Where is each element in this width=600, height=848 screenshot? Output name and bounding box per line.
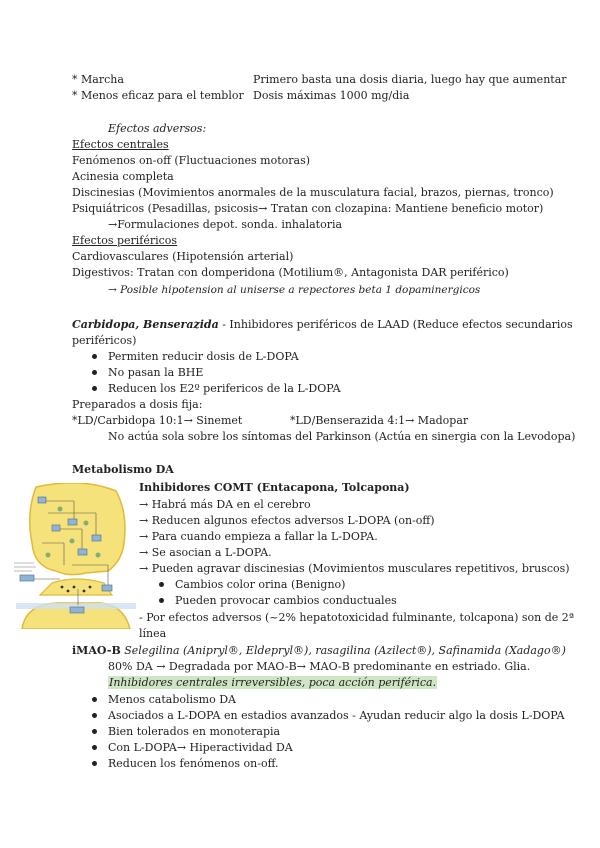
imao-highlight: Inhibidores centrales irreversibles, poca acción periférica. bbox=[109, 676, 437, 689]
imao-bullet: Con L-DOPA→ Hiperactividad DA bbox=[108, 741, 293, 754]
carbidopa-bullet: Permiten reducir dosis de L-DOPA bbox=[108, 350, 299, 363]
bullet-dot bbox=[92, 697, 97, 702]
peripheral-heading: Efectos periféricos bbox=[72, 234, 178, 247]
bullet-dot bbox=[92, 713, 97, 718]
comt-sub-item: Cambios color orina (Benigno) bbox=[175, 578, 346, 591]
fixed-dose-sinemet: *LD/Carbidopa 10:1→ Sinemet bbox=[72, 414, 243, 427]
imao-highlight-line bbox=[108, 675, 437, 690]
bullet-dot bbox=[92, 745, 97, 750]
carbidopa-desc-cont: periféricos) bbox=[72, 334, 137, 347]
imao-bullet: Bien tolerados en monoterapia bbox=[108, 725, 281, 738]
hypotension-note: → Posible hipotension al uniserse a repectores beta 1 dopaminergicos bbox=[108, 284, 481, 296]
bullet-dot bbox=[92, 386, 97, 391]
central-item: Psiquiátricos (Pesadillas, psicosis→ Tratan con clozapina: Mantiene beneficio motor) bbox=[72, 202, 544, 215]
comt-note-cont: línea bbox=[139, 627, 167, 640]
max-dose-note: Dosis máximas 1000 mg/dia bbox=[253, 89, 410, 102]
bullet-dot bbox=[92, 370, 97, 375]
carbidopa-bullet: No pasan la BHE bbox=[108, 366, 204, 379]
adverse-title: Efectos adversos: bbox=[108, 122, 207, 135]
comt-item: → Se asocian a L-DOPA. bbox=[139, 546, 272, 559]
march-note: Primero basta una dosis diaria, luego hay que aumentar bbox=[253, 73, 567, 86]
imao-bullet: Reducen los fenómenos on-off. bbox=[108, 757, 279, 770]
carbidopa-desc: - Inhibidores periféricos de LAAD (Reduce efectos secundarios bbox=[218, 318, 573, 331]
central-item: Fenómenos on-off (Fluctuaciones motoras) bbox=[72, 154, 311, 167]
bullet-dot bbox=[92, 354, 97, 359]
carbidopa-bullet: Reducen los E2º perifericos de la L-DOPA bbox=[108, 382, 341, 395]
march-label: * Marcha bbox=[72, 73, 124, 86]
tremor-label: * Menos eficaz para el temblor bbox=[72, 89, 244, 102]
central-item: Acinesia completa bbox=[72, 170, 174, 183]
dopamine-synapse-diagram bbox=[12, 483, 140, 629]
fixed-dose-title: Preparados a dosis fija: bbox=[72, 398, 203, 411]
carbidopa-line1 bbox=[72, 317, 573, 332]
bullet-dot bbox=[159, 598, 164, 603]
comt-sub-item: Pueden provocar cambios conductuales bbox=[175, 594, 397, 607]
imao-line bbox=[72, 643, 566, 658]
central-item: →Formulaciones depot. sonda. inhalatoria bbox=[108, 218, 343, 231]
bullet-dot bbox=[92, 761, 97, 766]
comt-item: → Reducen algunos efectos adversos L-DOPA (on-off) bbox=[139, 514, 435, 527]
comt-note: - Por efectos adversos (~2% hepatotoxicidad fulminante, tolcapona) son de 2ª bbox=[139, 611, 575, 624]
imao-bullet: Asociados a L-DOPA en estadios avanzados - Ayudan reducir algo la dosis L-DOPA bbox=[108, 709, 565, 722]
peripheral-item: Digestivos: Tratan con domperidona (Motilium®, Antagonista DAR periférico) bbox=[72, 266, 509, 279]
comt-item: → Pueden agravar discinesias (Movimientos musculares repetitivos, bruscos) bbox=[139, 562, 570, 575]
bullet-dot bbox=[159, 582, 164, 587]
imao-drugs: Selegilina (Anipryl®, Eldepryl®), rasagilina (Azilect®), Safinamida (Xadago®) bbox=[124, 644, 566, 657]
carbidopa-title: Carbidopa, Benserazida bbox=[72, 318, 219, 331]
comt-item: → Habrá más DA en el cerebro bbox=[139, 498, 311, 511]
fixed-dose-madopar: *LD/Benserazida 4:1→ Madopar bbox=[290, 414, 469, 427]
comt-title: Inhibidores COMT (Entacapona, Tolcapona) bbox=[139, 481, 410, 494]
bullet-dot bbox=[92, 729, 97, 734]
metabolism-title: Metabolismo DA bbox=[72, 463, 174, 476]
peripheral-item: Cardiovasculares (Hipotensión arterial) bbox=[72, 250, 294, 263]
imao-label: iMAO-B bbox=[72, 644, 121, 657]
synergy-note: No actúa sola sobre los síntomas del Parkinson (Actúa en sinergia con la Levodopa) bbox=[108, 430, 576, 443]
imao-bullet: Menos catabolismo DA bbox=[108, 693, 236, 706]
central-heading: Efectos centrales bbox=[72, 138, 169, 151]
comt-item: → Para cuando empieza a fallar la L-DOPA. bbox=[139, 530, 378, 543]
imao-degradation: 80% DA → Degradada por MAO-B→ MAO-B predominante en estriado. Glia. bbox=[108, 660, 531, 673]
central-item: Discinesias (Movimientos anormales de la musculatura facial, brazos, piernas, tronco) bbox=[72, 186, 554, 199]
